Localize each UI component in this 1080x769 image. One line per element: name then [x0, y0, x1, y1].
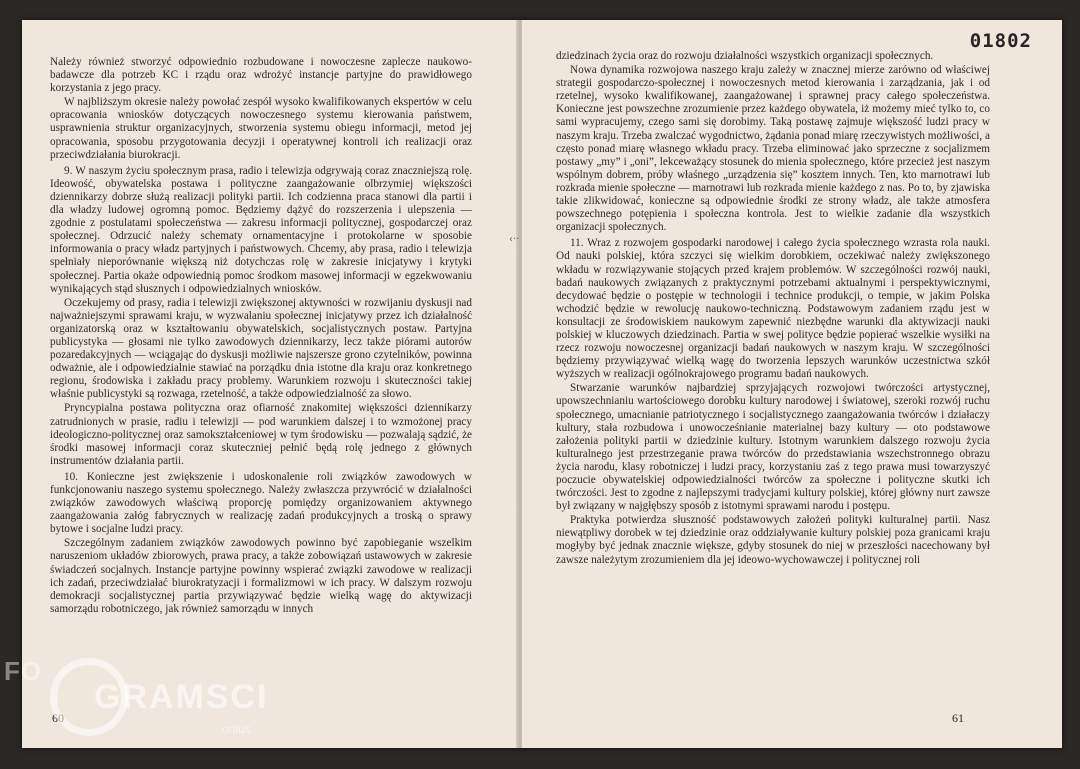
page-number-right: 61 — [952, 711, 964, 725]
paragraph: Należy również stworzyć odpowiednio rozbudowane i nowoczesne zaplecze naukowo-badawcze dla potrzeb KC i rządu oraz wdrożyć instancje partyjne do prawidłowego korzystania z jego pracy. — [50, 56, 472, 95]
pencil-mark: ‹·· — [509, 234, 520, 245]
paragraph: Pryncypialna postawa polityczna oraz ofiarność znakomitej większości dziennikarzy zatrudnionych w prasie, radiu i telewizji — pod warunkiem dalszej i to wzmożonej pracy ideologiczno-politycznej oraz samokształceniowej w tym środowisku — pozwalają sądzić, że środki masowej informacji coraz skuteczniej pełnić będą rolę jednego z głównych instrumentów działania partii. — [50, 402, 472, 467]
paragraph: W najbliższym okresie należy powołać zespół wysoko kwalifikowanych ekspertów w celu opracowania wniosków dotyczących nowoczesnego systemu kierowania państwem, usprawnienia struktur organizacyjnych, stworzenia systemu obiegu informacji, metod jej opracowania, sposobu przygotowania decyzji i operatywnej kontroli ich realizacji oraz przeciwdziałania biurokracji. — [50, 96, 472, 161]
right-text-column — [556, 50, 990, 568]
paragraph: Oczekujemy od prasy, radia i telewizji zwiększonej aktywności w rozwijaniu dyskusji nad najważniejszymi sprawami kraju, w wyzwalaniu społecznej inicjatywy przez ich działalność organizatorską oraz w kształtowaniu obywatelskich, socjalistycznych postaw. Partyjna publicystyka — głosami nie tylko zawodowych dziennikarzy, lecz także piórami autorów pozaredakcyjnych — wciągając do dyskusji możliwie najszersze grono czytelników, powinna odważnie, ale i odpowiedzialnie stawiać na porządku dnia istotne dla kraju oraz konkretnego regionu, środowiska i zakładu pracy problemy. Warunkiem rozwoju i skuteczności takiej właśnie publicystyki są rozwaga, rzetelność, a także odpowiedzialność za słowo. — [50, 296, 472, 401]
right-page — [522, 20, 1062, 748]
paragraph: Nowa dynamika rozwojowa naszego kraju zależy w znacznej mierze zarówno od właściwej strategii gospodarczo-społecznej i nowoczesnych metod kierowania i zarządzania, jak i od rzetelnej, wysoko kwalifikowanej, zaangażowanej i sprawnej pracy całego społeczeństwa. Konieczne jest powszechne zrozumienie przez każdego obywatela, iż możemy mieć tylko to, co sami wypracujemy, czego sami się dorobimy. Taką postawę zajmuje większość ludzi pracy w naszym kraju. Trzeba zwalczać wygodnictwo, żądania ponad miarę rzeczywistych możliwości, a często ponad miarę własnego wkładu pracy. Trzeba eliminować jako sprzeczne z socjalizmem postawy „my” i „oni”, lekceważący stosunek do mienia społecznego, które przecież jest naszym wspólnym dobrem, próby właśnego „urządzenia się” kosztem innych. Ten, kto marnotrawi lub rozkrada mienie społeczne — marnotrawi lub rozkrada mienie każdego z nas. Po to, by zjawiska takie zlikwidować, konieczne są odpowiednie środki ze strony władz, ale także atmosfera powszechnego potępienia i społeczna kontrola. Jest to wielkie zadanie dla wszystkich organizacji społecznych. — [556, 64, 990, 234]
watermark-name: GRAMSCI — [94, 678, 269, 716]
paragraph: Szczególnym zadaniem związków zawodowych powinno być zapobieganie wszelkim naruszeniom układów zbiorowych, prawa pracy, a także zobowiązań ustawowych w zakresie świadczeń socjalnych. Instancje partyjne powinny wspierać związki zawodowe w realizacji ich zadań, przeciwdziałać biurokratyzacji i formalizmowi w ich pracy. W dalszym rozwoju demokracji socjalistycznej partia przywiązywać będzie wielką wagę do aktywizacji samorządu robotniczego, jak również samorządu w innych — [50, 537, 472, 615]
watermark-prefix: FO — [4, 656, 43, 686]
watermark-sub: onlus — [222, 722, 251, 736]
paragraph: Praktyka potwierdza słuszność podstawowych założeń polityki kulturalnej partii. Nasz niewątpliwy dorobek w tej dziedzinie oraz oddziaływanie kultury polskiej poza granicami kraju mogłyby być jednak znacznie większe, gdyby stosunek do niej w przeszłości nacechowany był zawsze należytym zrozumieniem dla jej ideowo-wychowawczej i politycznej roli — [556, 514, 990, 566]
left-text-column — [50, 56, 472, 617]
paragraph-section-9: 9. W naszym życiu społecznym prasa, radio i telewizja odgrywają coraz znaczniejszą rolę. Ideowość, obywatelska postawa i polityczne zaangażowanie olbrzymiej większości dziennikarzy dobrze służą realizacji polityki partii. Ich codzienna praca stanowi dla partii i dla władzy ludowej ogromną pomoc. Będziemy dążyć do rozszerzenia i ulepszenia — zgodnie z postulatami społeczeństwa — zakresu informacji politycznej, gospodarczej oraz społecznej. Odrzucić należy schematy ornamentacyjne i protokolarne w sposobie informowania o pracy władz partyjnych i państwowych. Chcemy, aby prasa, radio i telewizja spełniały nieporównanie większą niż dotychczas rolę w zakresie inicjatywy i krytyki społecznej. Partia okaże odpowiednią pomoc środkom masowej informacji w egzekwowaniu wynikających stąd słusznych i odpowiedzialnych wniosków. — [50, 164, 472, 295]
left-page — [22, 20, 518, 748]
paragraph-section-10: 10. Konieczne jest zwiększenie i udoskonalenie roli związków zawodowych w funkcjonowaniu naszego systemu społecznego. Należy zwłaszcza przywrócić w działalności związków zawodowych właściwą proporcję pomiędzy organizowaniem aktywnego zaangażowania załóg fabrycznych w realizację zadań produkcyjnych a troską o sprawy bytowe i socjalne ludzi pracy. — [50, 470, 472, 536]
paragraph: dziedzinach życia oraz do rozwoju działalności wszystkich organizacji społecznych. — [556, 50, 934, 62]
page-number-left: 60 — [52, 711, 64, 725]
book-spread — [22, 20, 1062, 748]
archive-stamp-number: 01802 — [969, 30, 1032, 52]
paragraph: Stwarzanie warunków najbardziej sprzyjających rozwojowi twórczości artystycznej, upowszechnianiu wartościowego dorobku kultury narodowej i światowej, szeroki rozwój ruchu społecznego, umacnianie patriotycznego i socjalistycznego zaangażowania twórców i działaczy kultury, stała rozbudowa i unowocześnianie materialnej bazy kultury — oto podstawowe założenia polityki partii w dziedzinie kultury. Istotnym warunkiem dalszego rozwoju życia kulturalnego jest przestrzeganie prawa twórców do przedstawiania wszechstronnego obrazu życia narodu, klasy robotniczej i ludzi pracy, korzystaniu zaś z tego prawa musi towarzyszyć poczucie obywatelskiej odpowiedzialności twórców za społeczne i polityczne skutki ich twórczości. Jest to zgodne z najlepszymi tradycjami kultury polskiej, której główny nurt zawsze był związany w najgłębszy sposób z istotnymi sprawami narodu i postępu. — [556, 382, 990, 513]
paragraph-section-11: 11. Wraz z rozwojem gospodarki narodowej i całego życia społecznego wzrasta rola nauki. Od nauki polskiej, która szczyci się wielkim dorobkiem, oczekiwać należy zwiększonego wkładu w rozwiązywanie stojących przed krajem problemów. W szczególności rozwój nauki, badań naukowych związanych z praktycznymi potrzebami aktualnymi i perspektywicznymi, decydować będzie o postępie w technologii i technice produkcji, o tempie, w jakim Polska wchodzić będzie w rewolucję naukowo-techniczną. Podstawowym zadaniem rządu jest w konsultacji ze środowiskiem naukowym zapewnić niezbędne warunki dla aktywizacji nauki polskiej w kluczowych dziedzinach. Partia w swej polityce będzie popierać wszelkie wysiłki na rzecz rozwoju nowoczesnej organizacji badań naukowych w naszym kraju. W szczególności będziemy przywiązywać wielką wagę do tworzenia lepszych warunków uczestnictwa szkół wyższych w realizacji ogólnokrajowego programu badań naukowych. — [556, 237, 990, 381]
